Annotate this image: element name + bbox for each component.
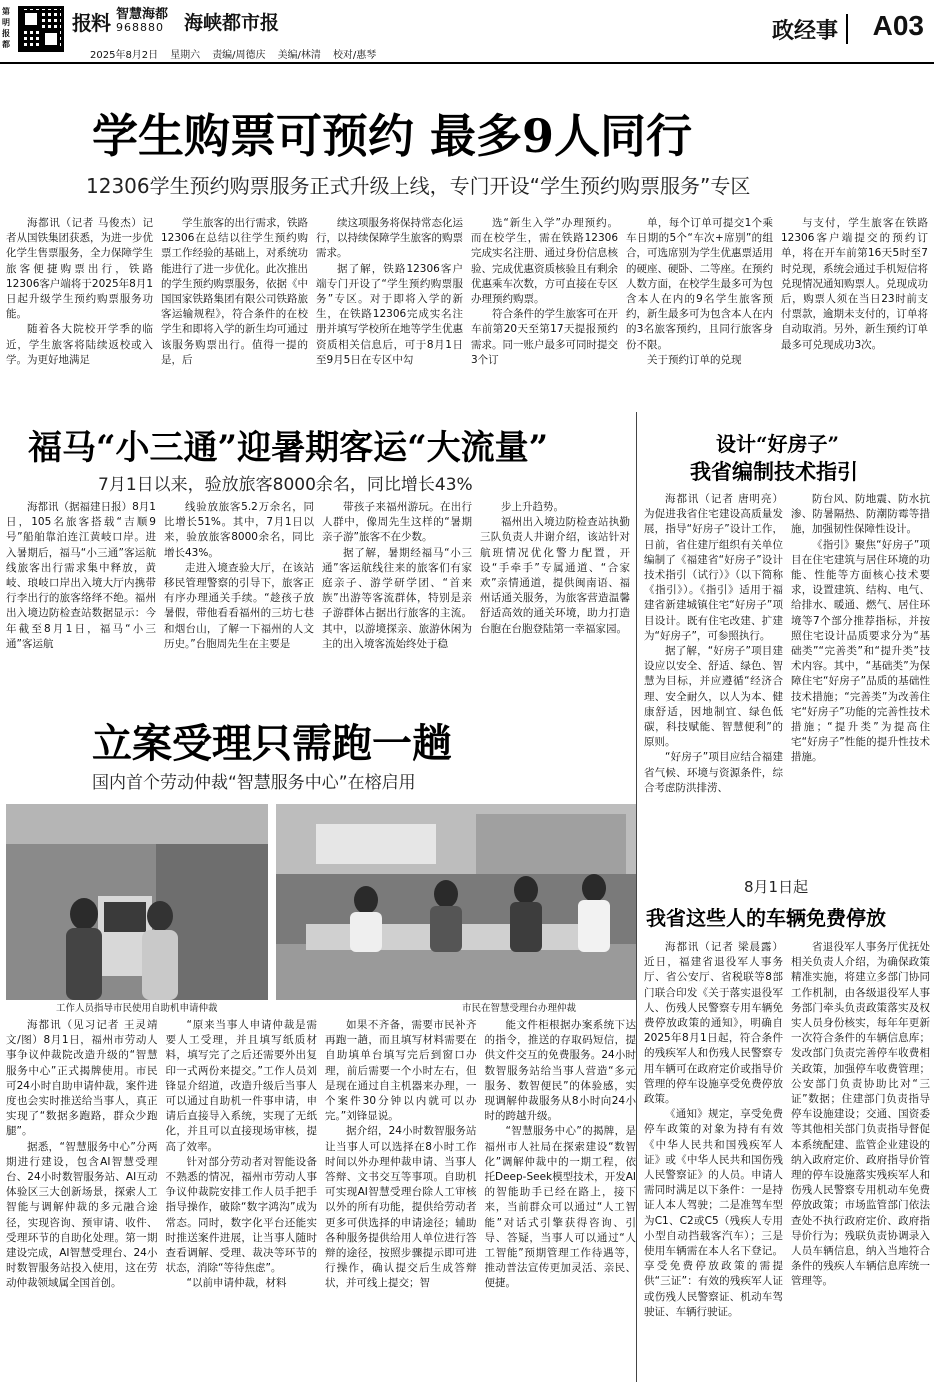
article3-column [325, 1018, 477, 1380]
article2-subheadline: 7月1日以来，验放旅客8000余名，同比增长43% [98, 475, 473, 495]
photo-caption-right: 市民在智慧受理台办理仲裁 [462, 1003, 577, 1014]
sidebar2-headline: 我省这些人的车辆免费停放 [646, 906, 886, 930]
paragraph: 海都讯（记者 马俊杰）记者从国铁集团获悉，为进一步优化学生售票服务，全力保障学生旅客便捷购票出行，铁路12306客户端将于2025年8月1日起升级学生预约购票服务功能。 [6, 217, 153, 321]
paragraph: 带孩子来福州游玩。在出行人群中，像周先生这样的“暑期亲子游”旅客不在少数。 [322, 501, 472, 544]
sidebar2-column [644, 940, 783, 1380]
sidebar2-body [644, 940, 930, 1380]
paragraph: 学生旅客的出行需求，铁路12306在总结以往学生预约购票工作经验的基础上，对系统功能进行了进一步优化。此次推出的学生预约购票服务，依据《中国国家铁路集团有限公司铁路旅客运输规程》，符合条件的在校学生和即将入学的新生均可通过该服务购票出行。值得一提的是，后 [161, 217, 308, 366]
brand-baoliao: 报料 [72, 10, 110, 35]
paragraph: 《指引》聚焦“好房子”项目在住宅建筑与居住环境的功能、性能等方面核心技术要求，设置建筑、结构、电气、给排水、暖通、燃气、居住环境等7个部分推荐指标，并按照住宅设计品质要求分为“基础类”“完善类”和“提升类”技术内容。其中，“基础类”为保障住宅“好房子”品质的基础性技术措施；“完善类”为改善住宅“好房子”功能的完善性技术措施；“提升类”为提高住宅“好房子”性能的提升性技术措施。 [791, 538, 930, 764]
brand-hotline: 968880 [116, 20, 164, 34]
paragraph: 走进入境查验大厅，在该站移民管理警察的引导下，旅客正有序办理通关手续。“趁孩子放暑假，带他看看福州的三坊七巷和烟台山，了解一下福州的人文历史。”台胞周先生在主要是 [164, 561, 314, 650]
article2-column [480, 500, 630, 696]
article1-column [161, 216, 308, 396]
sidebar2-column [791, 940, 930, 1380]
paragraph: 线验放旅客5.2万余名，同比增长51%。其中，7月1日以来，验放旅客8000余名，同比增长43%。 [164, 501, 314, 559]
paragraph: 《通知》规定，享受免费停车政策的对象为持有有效《中华人民共和国残疾军人证》或《中华人民共和国伤残人民警察证》的人员。申请人需同时满足以下条件：一是持证人本人驾驶；二是准驾车型为C1、C2或C5（残疾人专用小型自动挡载客汽车）；三是使用车辆需在本人名下登记。享受免费停放政策的需提供“三证”：有效的残疾军人证或伤残人民警察证、机动车驾驶证、车辆行驶证。 [644, 1108, 783, 1318]
article1-column [471, 216, 618, 396]
article1-body [6, 216, 928, 396]
brand-box [72, 8, 279, 34]
article3-column [485, 1018, 637, 1380]
article3-headline: 立案受理只需跑一趟 [92, 720, 452, 767]
masthead-rule [0, 62, 934, 64]
article1-column [316, 216, 463, 396]
paragraph: 福州出入境边防检查站执勤三队负责人井谢介绍，该站针对航班情况优化警力配置，开设“手牵手”专属通道、“合家欢”亲情通道，提供闽南语、福州话通关服务，为旅客营造温馨舒适高效的通关环境，助力打造台胞在台胞登陆第一幸福家园。 [480, 516, 630, 635]
article1-headline: 学生购票可预约 最多9人同行 [92, 109, 693, 163]
paragraph: 步上升趋势。 [501, 501, 564, 513]
sidebar-divider [636, 412, 637, 1382]
paragraph: 随着各大院校开学季的临近，学生旅客将陆续返校或入学。为更好地满足 [6, 323, 153, 366]
masthead-divider [846, 14, 848, 44]
paragraph: “原来当事人申请仲裁是需要人工受理，并且填写纸质材料，填写完了之后还需要外出复印一式两份来提交。”工作人员刘锋显介绍道，改造升级后当事人可以通过自助机一件事申请，申请后直接导入系统，实现了无纸化，并且可以直接现场审核，提高了效率。 [165, 1019, 317, 1153]
paragraph: 据了解，“好房子”项目建设应以安全、舒适、绿色、智慧为目标，并应遵循“经济合理、安全耐久，以人为本、健康舒适，因地制宜、绿色低碳，科技赋能、智慧便利”的原则。 [644, 645, 783, 749]
issue-weekday: 星期六 [170, 50, 201, 61]
article2-column [164, 500, 314, 696]
paragraph: 据介绍，24小时数智服务站让当事人可以选择在8小时工作时间以外办理仲裁申请、当事人答辩、文书交互等事项。自助机可实现AI智慧受理台除人工审核以外的所有功能，提供给劳动者更多可供选择的申请途径；辅助各种服务提供给用人单位进行答辩的途径，按照步骤提示即可进行操作，确认提交后生成答辩状，并可线上提交；智 [325, 1125, 477, 1290]
sidebar1-headline-line1: 设计“好房子” [716, 432, 840, 456]
paper-logo: 海峡都市报 [184, 11, 280, 34]
brand-app [116, 6, 169, 34]
sidebar1-column [791, 492, 930, 872]
paragraph: 海都讯（记者 唐明亮）为促进我省住宅建设高质量发展，指导“好房子”设计工作，日前，省住建厅组织有关单位编制了《福建省“好房子”设计技术指引（试行）》（以下简称《指引》）。《指引》适用于福建省新建城镇住宅“好房子”项目设计。既有住宅改建、扩建为“好房子”，可参照执行。 [644, 493, 783, 642]
section-name: 政经事 [771, 18, 838, 44]
paragraph: 单，每个订单可提交1个乘车日期的5个“车次+席别”的组合，可选席别为学生优惠票适用的硬座、硬卧、二等座。在预约人数方面，在校学生最多可为包含本人在内的9名学生旅客预约，新生最多可为包含本人在内的3名旅客预约，且同行旅客身份不限。 [626, 217, 773, 351]
masthead-side-text: 第明报都 [2, 7, 10, 49]
paragraph: 省退役军人事务厅优抚处相关负责人介绍，为确保政策精准实施，将建立多部门协同工作机制，由各级退役军人事务部门牵头负责政策落实及权实人员身份核实，每年年更新一次符合条件的车辆信息库；发改部门负责完善停车收费相关政策，加强停车收费管理；公安部门负责协助比对“三证”数据；住建部门负责指导停车设施建设；交通、国资委等其他相关部门负责指导督促本系统配建、监管企业建设的纳入政府定价、政府指导价管理的停车设施落实残疾军人和伤残人民警察专用机动车免费停放政策；市场监管部门依法查处不执行政府定价、政府指导价行为；残联负责协调录入人员车辆信息，纳入当地符合条件的残疾人车辆信息库统一管理等。 [791, 941, 930, 1288]
editor-credit: 责编/周德庆 [212, 50, 266, 61]
photo-kiosk-illustration [6, 804, 268, 1000]
paragraph: 海都讯（见习记者 王灵靖 文/图）8月1日，福州市劳动人事争议仲裁院改造升级的“智慧服务中心”正式揭牌使用。市民可24小时自助申请仲裁，案件进度也会实时推送给当事人，真正实现了“数据多跑路，群众少跑腿”。 [6, 1019, 158, 1138]
article3-column [6, 1018, 158, 1380]
photo-self-service-kiosk [6, 804, 268, 1000]
article1-column [781, 216, 928, 396]
sidebar2-kicker: 8月1日起 [744, 878, 809, 896]
article2-body [6, 500, 630, 696]
paragraph: 如果不齐备，需要市民补齐再跑一趟，而且填写材料需要在自助填单台填写完后到窗口办理，前后需要一个小时左右，但是现在通过自主机器来办理，一个案件30分钟以内就可以办完。”刘锋显说。 [325, 1019, 477, 1123]
article3-subheadline: 国内首个劳动仲裁“智慧服务中心”在榕启用 [92, 773, 416, 793]
page-number: A03 [872, 10, 924, 41]
paragraph: 关于预约订单的兑现 [647, 353, 742, 366]
paragraph: “好房子”项目应结合福建省气候、环境与资源条件，综合考虑防洪排涝、 [644, 751, 783, 794]
photo-smart-reception [276, 804, 636, 1000]
qr-code-icon[interactable] [18, 6, 64, 52]
paragraph: 海都讯（据福建日报）8月1日，105名旅客搭载“吉顺9号”船舶靠泊连江黄岐口岸。进入暑期后，福马“小三通”客运航线旅客出行需求集中释放，黄岐、琅岐口岸出入境大厅内携带行李出行的旅客络绎不绝。福州出入境边防检查站数据显示：今年截至8月1日，福马“小三通”客运航 [6, 501, 156, 650]
paragraph: 防台风、防地震、防水抗渗、防暑隔热、防潮防霉等措施，加强韧性保障性设计。 [791, 493, 930, 536]
paragraph: 海都讯（记者 梁晨露）近日，福建省退役军人事务厅、省公安厅、省税联等8部门联合印发《关于落实退役军人、伤残人民警察专用车辆免费停放政策的通知》，明确自2025年8月1日起，符合条件的残疾军人和伤残人民警察专用车辆可在政府定价或指导价管理的停车设施享受免费停放政策。 [644, 941, 783, 1106]
sidebar1-headline-line2: 我省编制技术指引 [690, 459, 858, 484]
paragraph: 与支付，学生旅客在铁路12306客户端提交的预约订单，将在开车前第16天5时至7时兑现，系统会通过手机短信将兑现情况通知购票人。兑现成功后，购票人须在当日23时前支付票款，逾期未支付的，订单将自动取消。另外，新生预约订单最多可兑现成功3次。 [781, 217, 928, 351]
article3-column [166, 1018, 318, 1380]
paragraph: 能文件柜根据办案系统下达的指令，推送的存取码短信，提供文件交互的免费服务。24小时数智服务站给当事人营造“多元服务、数智便民”的体验感，实现调解仲裁服务从8小时向24小时的跨越升级。 [484, 1019, 636, 1123]
paragraph: 据了解，铁路12306客户端专门开设了“学生预约购票服务”专区。对于即将入学的新生，在铁路12306完成实名注册并填写学校所在地等学生优惠资质相关信息后，可于8月1日至9月5日在专区中勾 [316, 262, 463, 366]
masthead [0, 0, 934, 64]
dateline [90, 46, 376, 61]
paragraph: 针对部分劳动者对智能设备不熟悉的情况，福州市劳动人事争议仲裁院安排工作人员手把手指导操作，破除“数字鸿沟”成为常态。同时，数字化平台还能实时推送案件进展，让当事人随时查看调解、受理、裁决等环节的状态，消除“等待焦虑”。 [165, 1155, 317, 1275]
paragraph: 据了解，暑期经福马“小三通”客运航线往来的旅客们有家庭亲子、游学研学团、“首来族”出游等客流群体，特别是亲子游群体占据出行旅客的主流。其中，以游境探亲、旅游休闲为主的出入境客流始终处于稳 [322, 546, 472, 650]
brand-app-name: 智慧海都 [116, 6, 169, 22]
article2-column [322, 500, 472, 696]
paragraph: 选“新生入学”办理预约。而在校学生，需在铁路12306完成实名注册、通过身份信息核验、完成优惠资质核验且有剩余优惠乘车次数，方可直接在专区办理预约购票。 [471, 217, 618, 306]
photo-caption-left: 工作人员指导市民使用自助机申请仲裁 [56, 1003, 218, 1014]
article1-column [626, 216, 773, 396]
article3-body [6, 1018, 636, 1380]
paragraph: 符合条件的学生旅客可在开车前第20天至第17天提报预约需求。同一账户最多可同时提交3个订 [471, 308, 618, 366]
paragraph: 续这项服务将保持常态化运行，以持续保障学生旅客的购票需求。 [316, 217, 463, 260]
paragraph: “智慧服务中心”的揭牌，是福州市人社局在探索建设“数智化”调解仲裁中的一期工程，依托Deep-Seek模型技术，开发AI的智能助手已经在路上，接下来，当前群众可以通过“人工智能”对话式引擎获得咨询、引导、答疑，当事人可以通过“人工智能”预期管理工作待遇等，推动普法宣传更加灵活、亲民、便捷。 [484, 1125, 636, 1290]
issue-date: 2025年8月2日 [90, 50, 159, 61]
photo-reception-illustration [276, 804, 636, 1000]
article1-subheadline: 12306学生预约购票服务正式升级上线，专门开设“学生预约购票服务”专区 [86, 174, 751, 198]
paragraph: 据悉，“智慧服务中心”分两期进行建设，包含AI智慧受理台、24小时数智服务站、AI互动体验区三大创新场景，探索人工智能与调解仲裁的多元融合途径，实现咨询、预审请、收件、受理环节的自助化处理。第一期建设完成，AI智慧受理台、24小时数智服务站投入使用，这在劳动仲裁领域属全国首创。 [6, 1140, 158, 1290]
article2-headline: 福马“小三通”迎暑期客运“大流量” [28, 428, 549, 468]
article2-column [6, 500, 156, 696]
paragraph: “以前申请仲裁，材料 [186, 1277, 287, 1290]
article1-column [6, 216, 153, 396]
sidebar1-column [644, 492, 783, 872]
proofreader-credit: 校对/惠琴 [332, 50, 377, 61]
designer-credit: 美编/林清 [277, 50, 321, 61]
sidebar1-body [644, 492, 930, 872]
